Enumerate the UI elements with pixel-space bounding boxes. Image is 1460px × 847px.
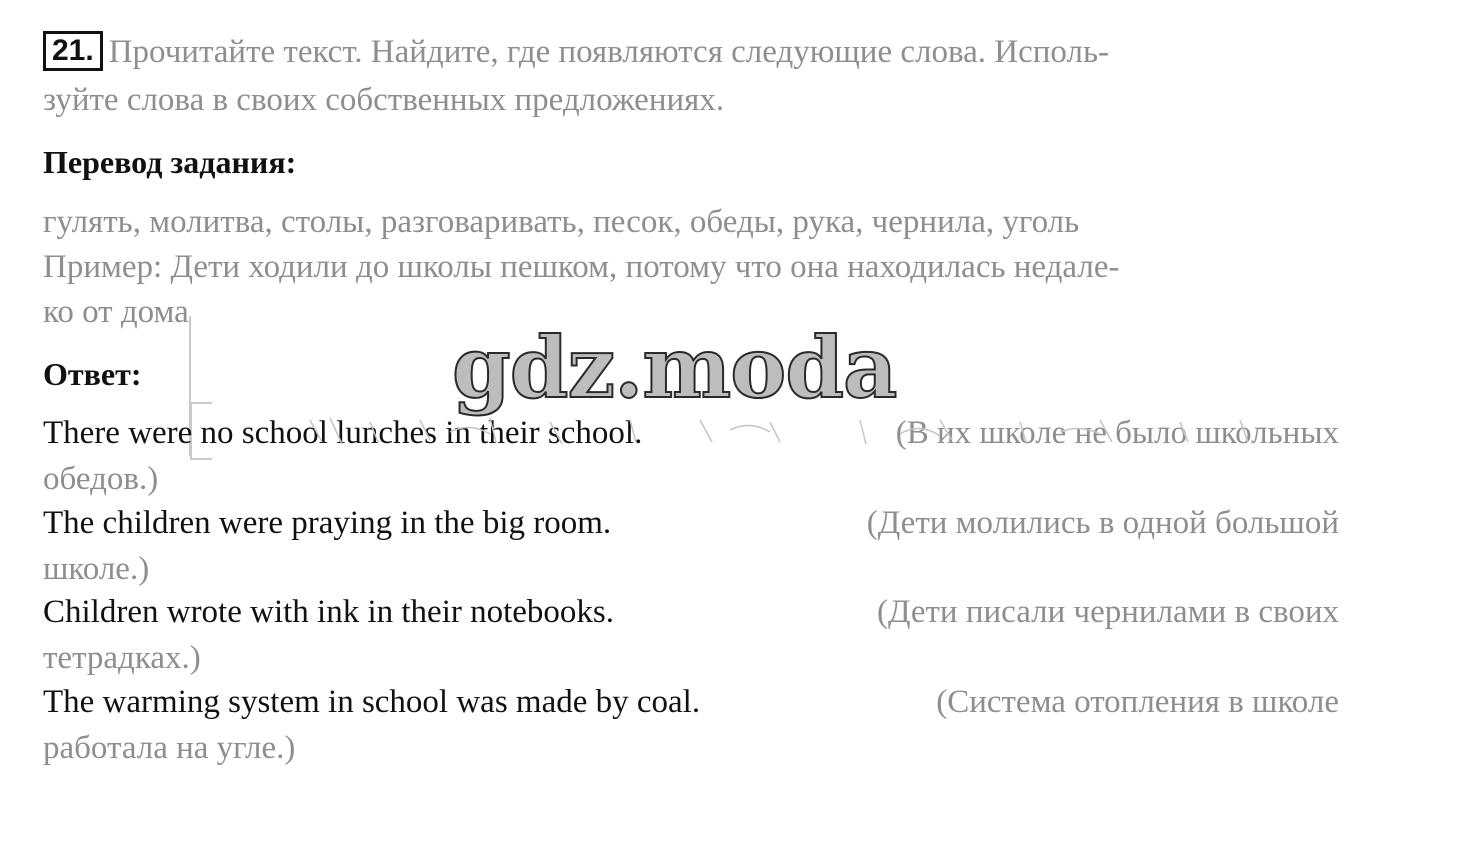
- answer-sentence-4-english: The warming system in school was made by coal.: [43, 684, 701, 720]
- answer-sentence-2-russian: (Дети молились в одной большой: [866, 505, 1339, 541]
- answer-sentence-4-russian-cont: работала на угле.): [43, 730, 296, 766]
- translation-example-line-2: ко от дома: [43, 294, 189, 330]
- answer-sentence-1-russian: (В их школе не было школьных: [895, 415, 1339, 451]
- answer-sentence-1-russian-cont: обедов.): [43, 461, 159, 497]
- translation-heading: Перевод задания:: [43, 144, 297, 180]
- answer-sentence-1-english: There were no school lunches in their school.: [43, 415, 643, 451]
- translation-words: гулять, молитва, столы, разговаривать, песок, обеды, рука, чернила, уголь: [43, 204, 1080, 240]
- translation-example-line-1: Пример: Дети ходили до школы пешком, потому что она находилась недале-: [43, 249, 1120, 285]
- watermark-logo: gdz.moda: [452, 318, 897, 417]
- answer-sentence-4-russian: (Система отопления в школе: [936, 684, 1339, 720]
- task-instruction-line-1: [43, 30, 1109, 74]
- answer-sentence-2: [43, 501, 1339, 545]
- task-instruction-line-2: зуйте слова в своих собственных предложениях.: [43, 82, 725, 118]
- answer-sentence-2-russian-cont: школе.): [43, 551, 150, 587]
- answer-sentence-4: [43, 680, 1339, 724]
- task-instruction-text-1: Прочитайте текст. Найдите, где появляются следующие слова. Исполь-: [108, 34, 1109, 70]
- answer-heading: Ответ:: [43, 356, 142, 392]
- answer-sentence-3-russian-cont: тетрадках.): [43, 640, 201, 676]
- answer-sentence-3-russian: (Дети писали чернилами в своих: [876, 594, 1339, 630]
- answer-sentence-2-english: The children were praying in the big room.: [43, 505, 612, 541]
- scan-scribble-artifact: [300, 412, 1260, 452]
- task-number-badge: 21.: [43, 31, 103, 71]
- answer-sentence-3: [43, 590, 1339, 634]
- answer-sentence-3-english: Children wrote with ink in their notebooks.: [43, 594, 615, 630]
